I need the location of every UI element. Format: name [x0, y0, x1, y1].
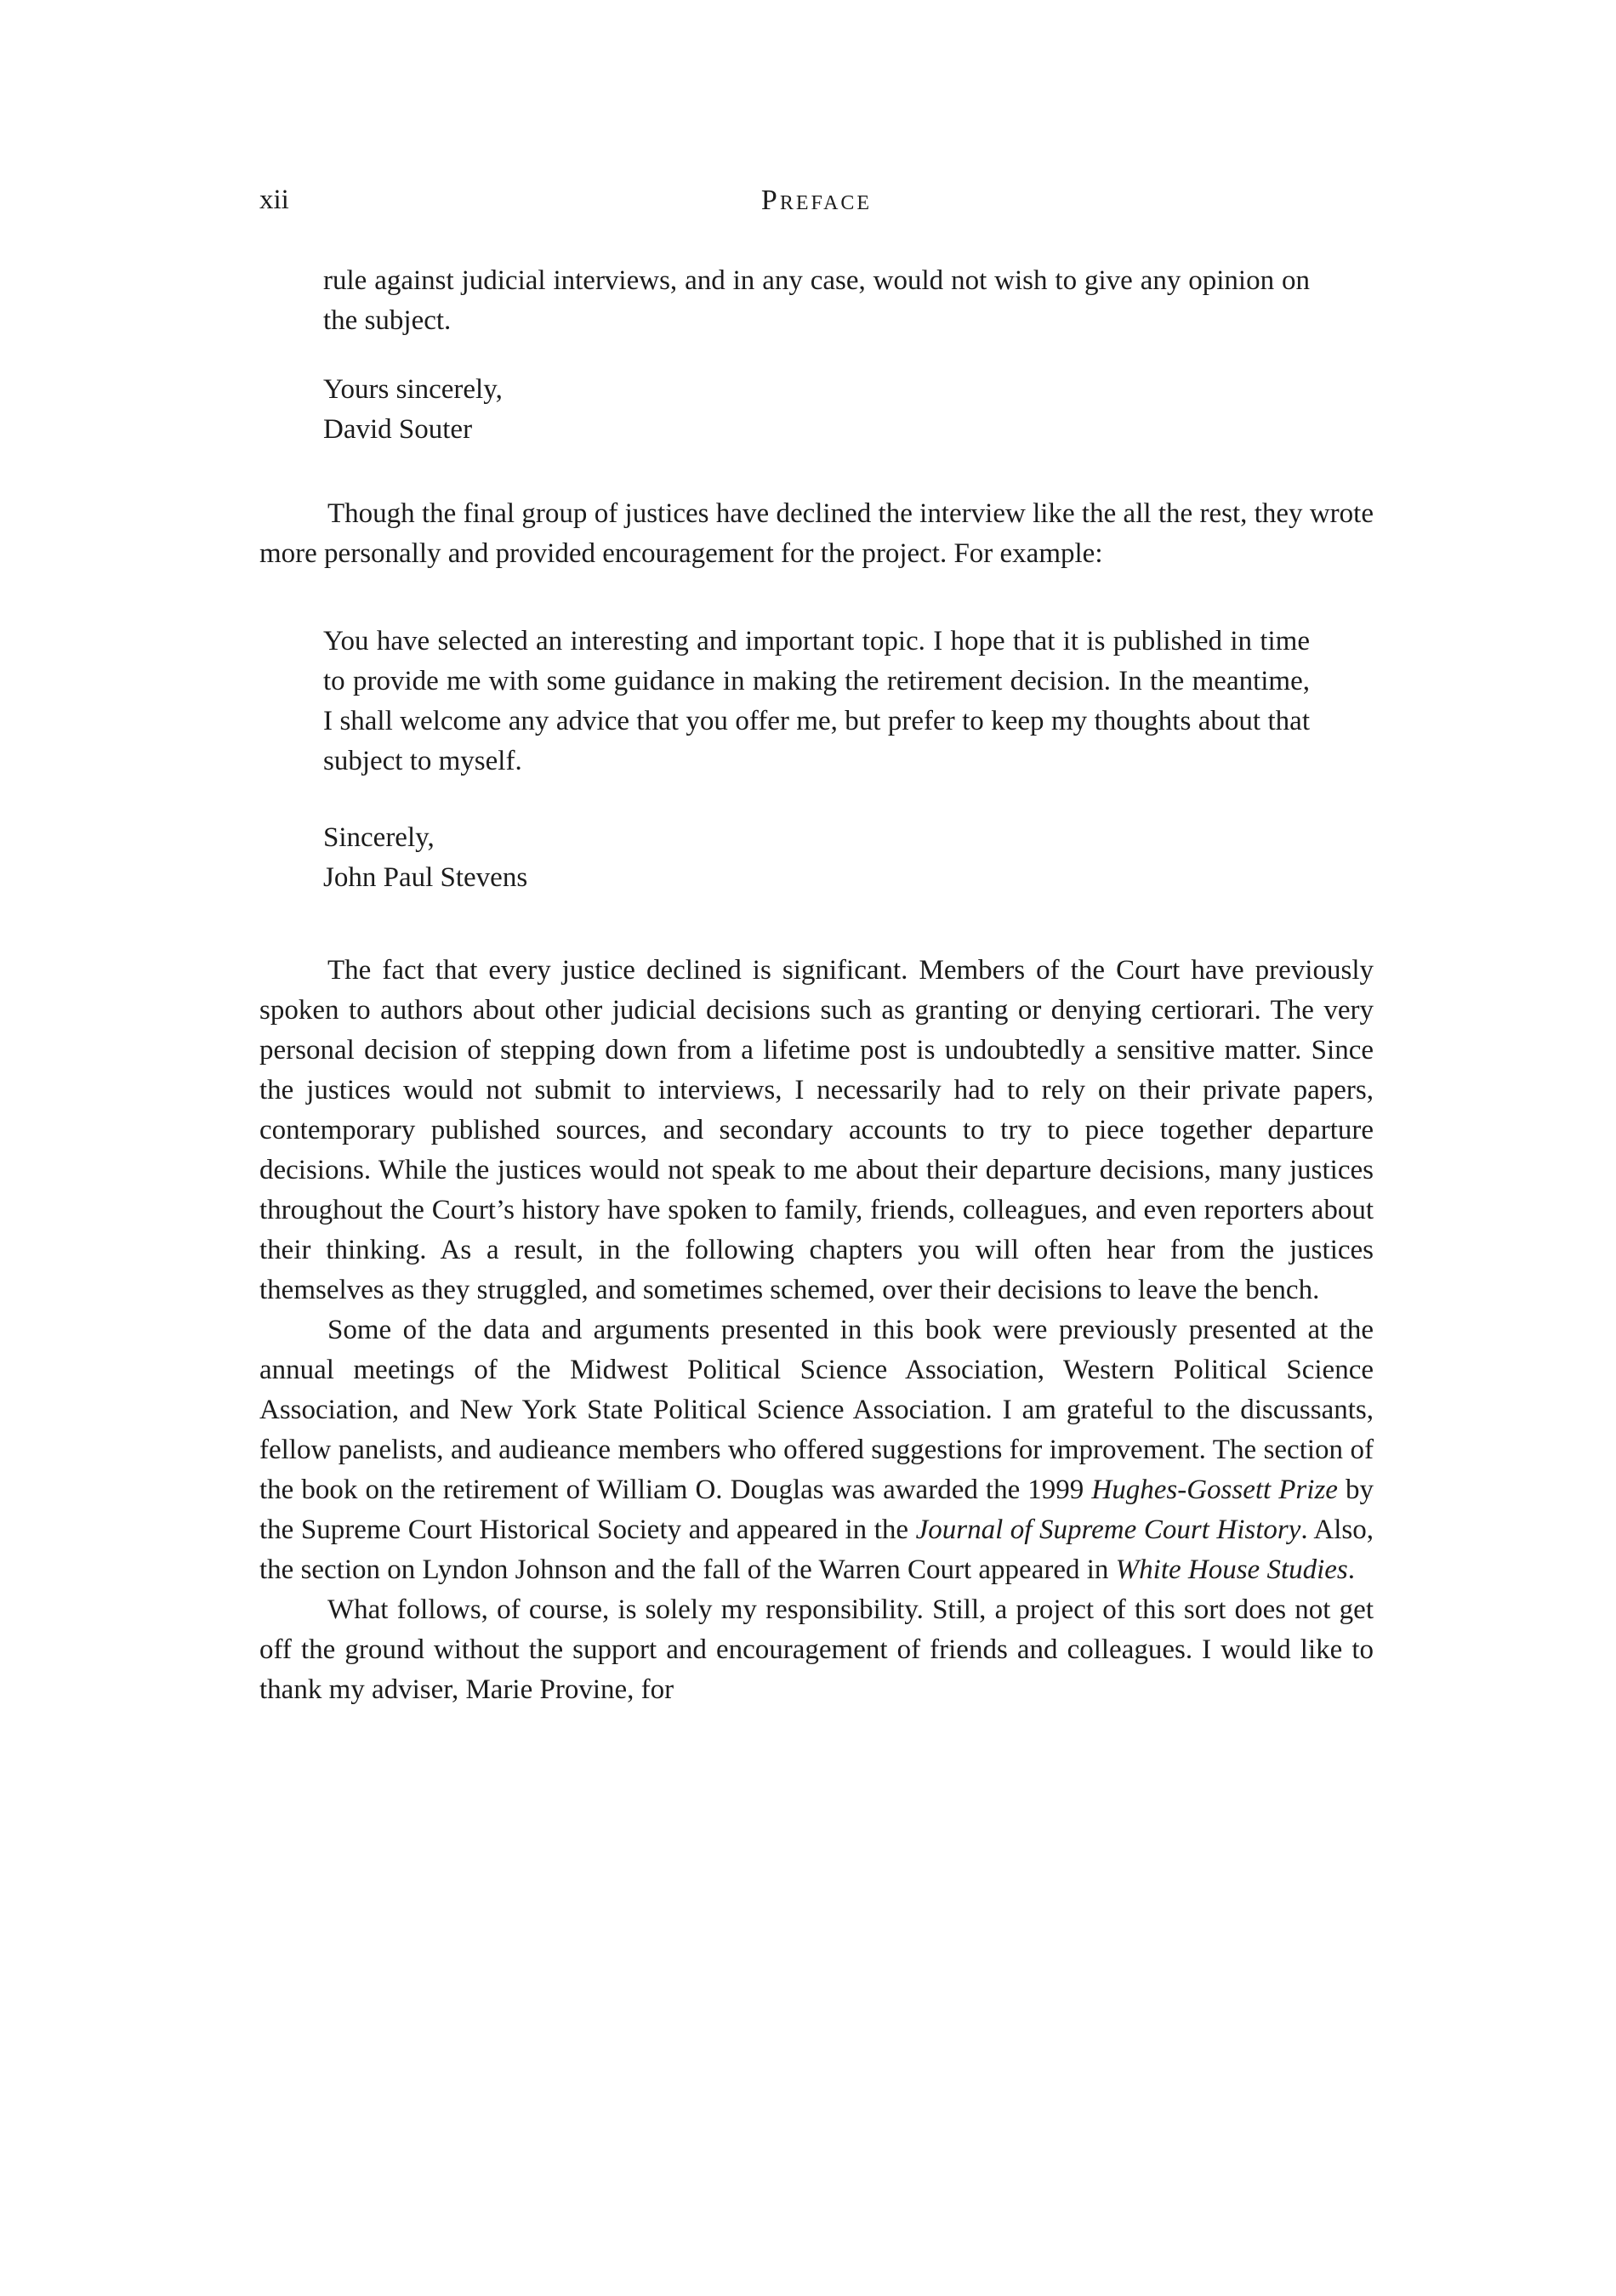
italic-title-text: Journal of Supreme Court History — [915, 1515, 1301, 1545]
italic-title-text: White House Studies — [1115, 1554, 1348, 1585]
block-quote-souter: rule against judicial interviews, and in any case, would not wish to give any opinion on the subject. — [323, 265, 1310, 336]
signature-souter — [323, 370, 1374, 450]
signature-name: David Souter — [323, 414, 473, 445]
paragraph-though-final-group: Though the final group of justices have declined the interview like the all the rest, they wrote more personally and provided encouragement for the project. For example: — [259, 498, 1374, 569]
body-text: . Also, the section on Lyndon Johnson and the fall of the Warren Court appeared in — [259, 1515, 1374, 1585]
signature-closing: Sincerely, — [323, 822, 435, 853]
body-text: by the Supreme Court Historical Society and appeared in the — [259, 1475, 1374, 1545]
page-number: xii — [259, 185, 289, 215]
paragraph-what-follows: What follows, of course, is solely my responsibility. Still, a project of this sort does not get off the ground without the support and encouragement of friends and colleagues. I would like to thank my adviser, Marie Provine, for — [259, 1594, 1374, 1705]
paragraph-fact-every-justice: The fact that every justice declined is significant. Members of the Court have previously spoken to authors about other judicial decisions such as granting or denying certiorari. The very personal decision of stepping down from a lifetime post is undoubtedly a sensitive matter. Since the justices would not submit to interviews, I necessarily had to rely on their private papers, contemporary published sources, and secondary accounts to try to piece together departure decisions. While the justices would not speak to me about their departure decisions, many justices throughout the Court’s history have spoken to family, friends, colleagues, and even reporters about their thinking. As a result, in the following chapters you will often hear from the justices themselves as they struggled, and sometimes schemed, over their decisions to leave the bench. — [259, 955, 1374, 1305]
page-title: Preface — [760, 185, 873, 216]
block-quote-stevens: You have selected an interesting and important topic. I hope that it is published in time to provide me with some guidance in making the retirement decision. In the meantime, I shall welcome any advice that you offer me, but prefer to keep my thoughts about that subject to myself. — [323, 626, 1310, 776]
signature-closing: Yours sincerely, — [323, 374, 503, 405]
body-text: . — [1347, 1554, 1356, 1585]
running-head — [259, 180, 1374, 220]
signature-stevens — [323, 818, 1374, 898]
italic-title-text: Hughes-Gossett Prize — [1091, 1475, 1338, 1505]
paragraph-data-and-arguments — [259, 1310, 1374, 1590]
signature-name: John Paul Stevens — [323, 862, 528, 893]
text-block — [259, 180, 1374, 1710]
body-text: Some of the data and arguments presented in this book were previously presented at the annual meetings of the Midwest Political Science Association, Western Political Science Association, and New York State Political Science Association. I am grateful to the discussants, fellow panelists, and audieance members who offered suggestions for improvement. The section of the book on the retirement of William O. Douglas was awarded the 1999 — [259, 1315, 1374, 1505]
